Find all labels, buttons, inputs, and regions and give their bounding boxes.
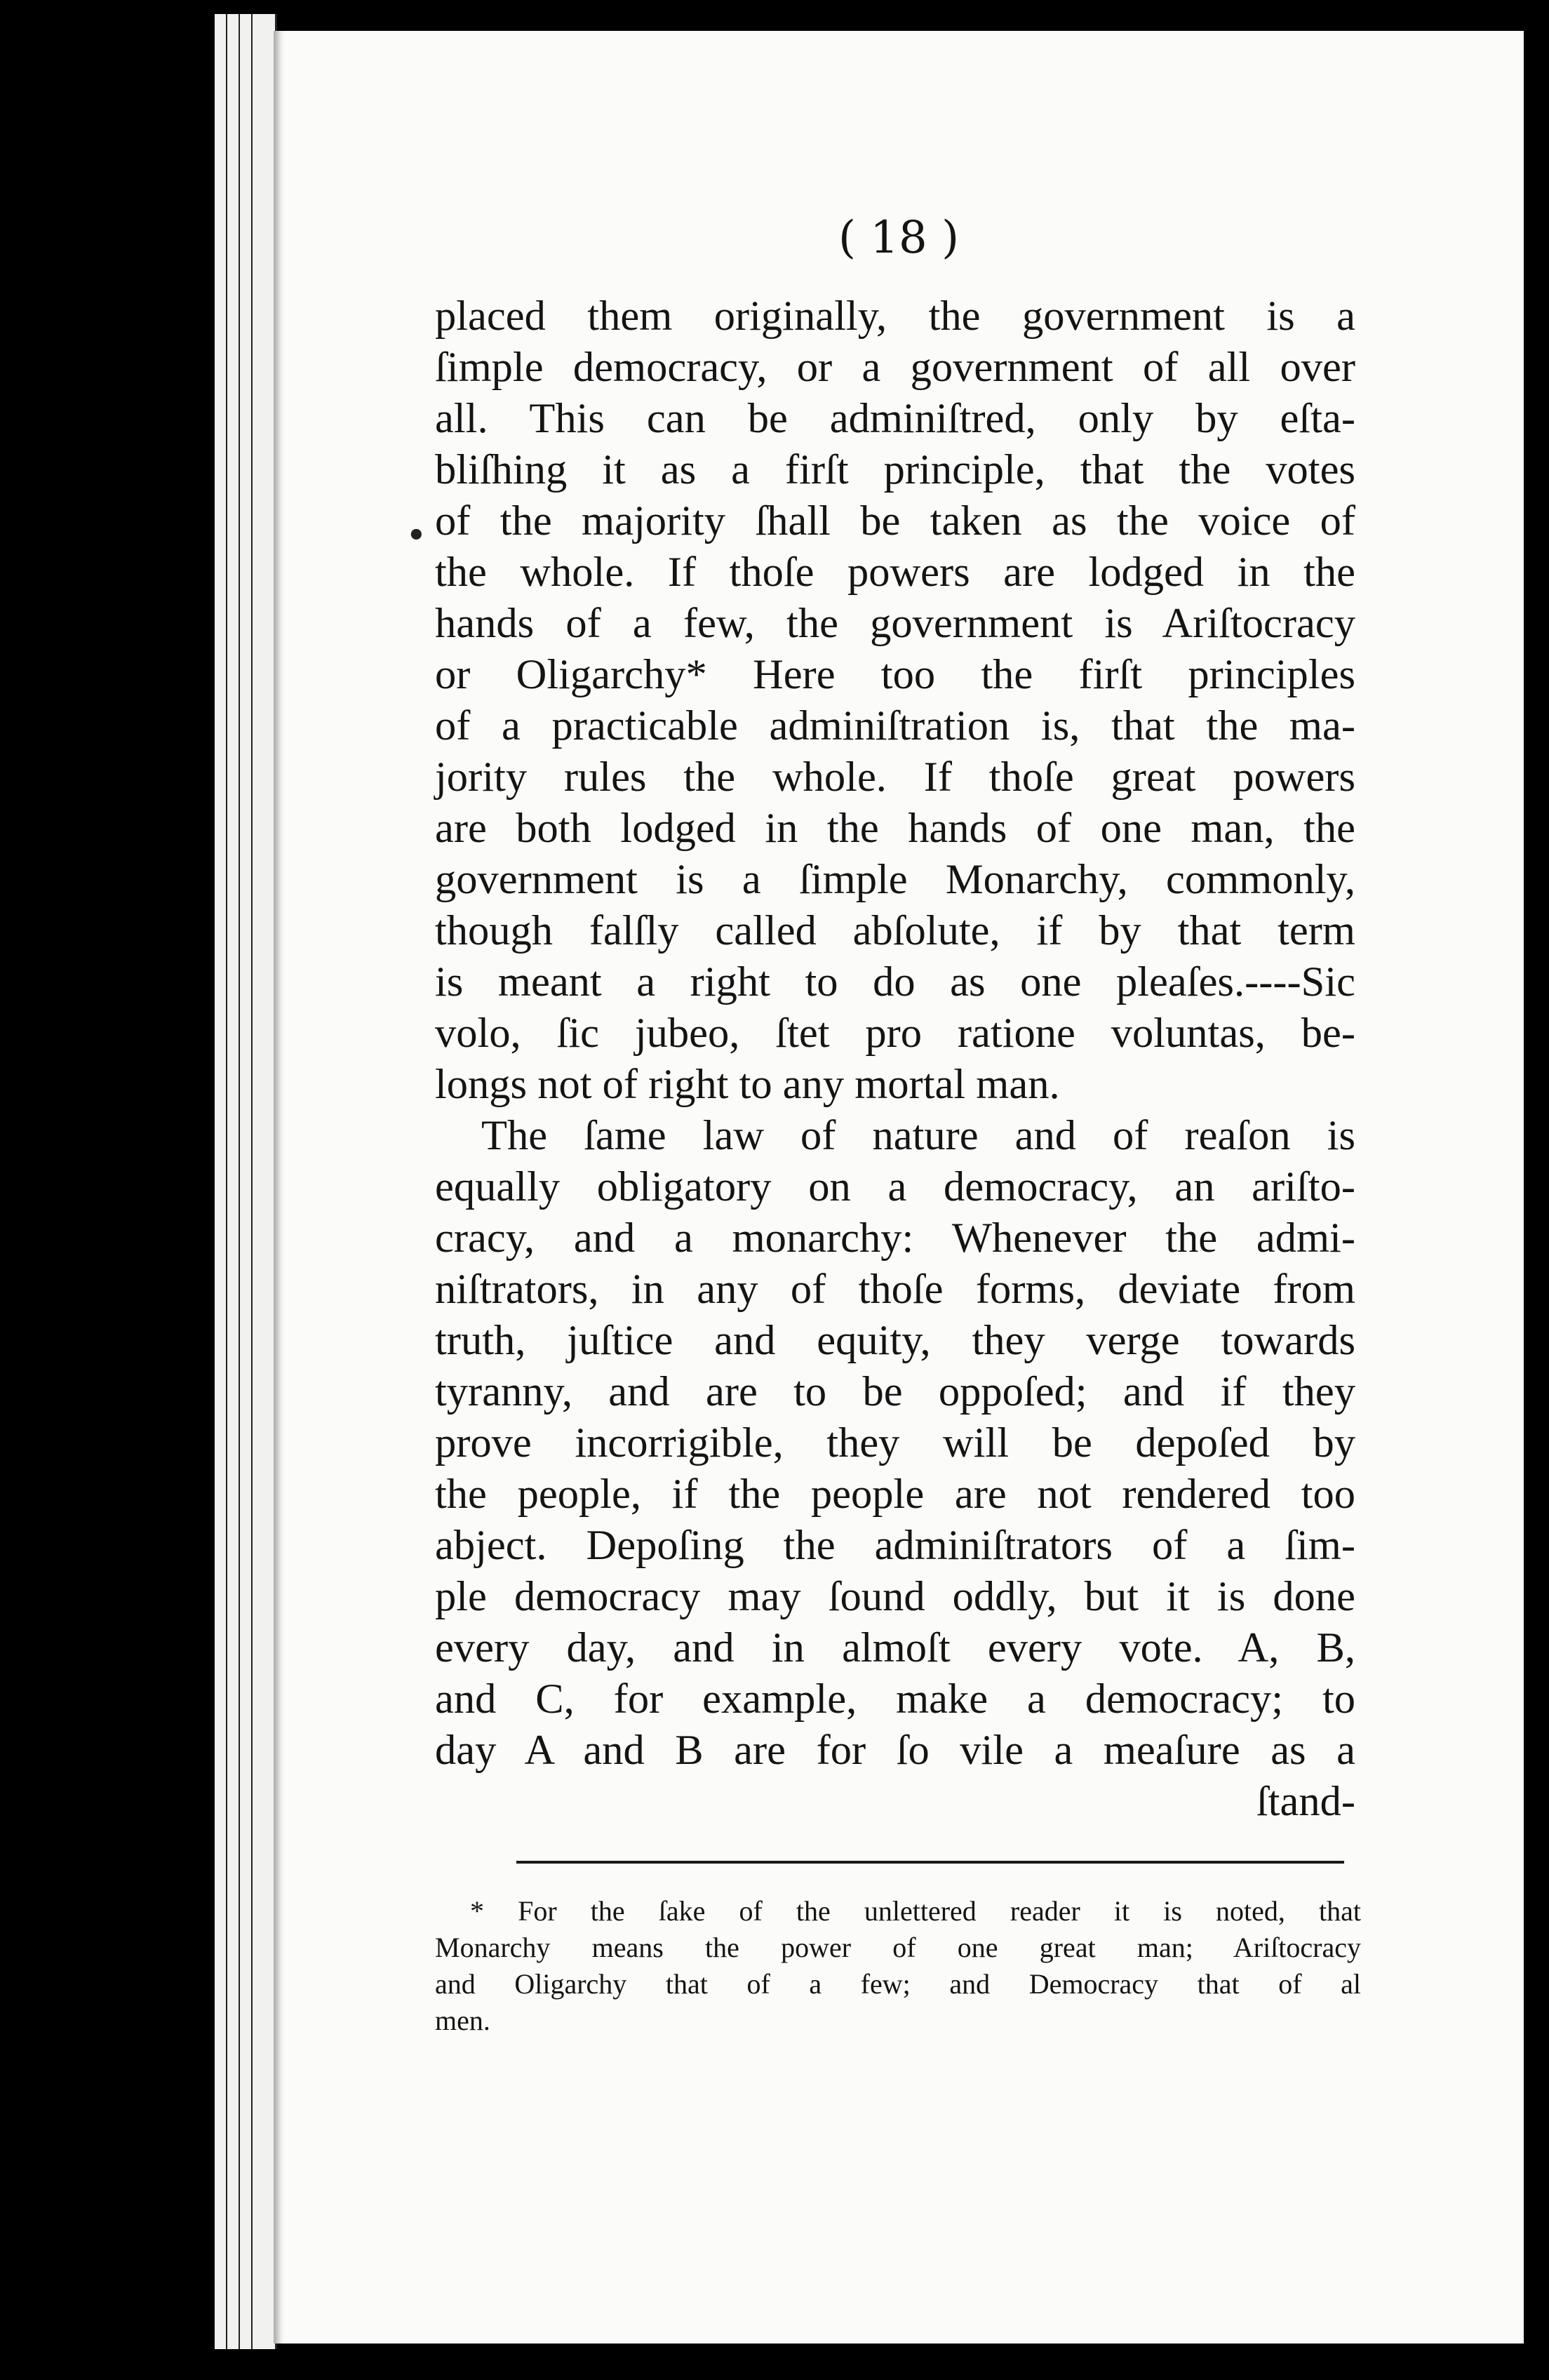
text-line: or Oligarchy* Here too the firſt principles [435,651,1355,698]
text-line: The ſame law of nature and of reaſon is [481,1112,1355,1159]
text-line: day A and B are for ſo vile a meaſure as a [435,1727,1355,1774]
text-line: of a practicable adminiſtration is, that the ma- [435,702,1355,749]
text-line: is meant a right to do as one pleaſes.----Sic [435,958,1355,1005]
footnote-line: men. [435,2005,490,2036]
text-line: prove incorrigible, they will be depoſed by [435,1419,1355,1466]
text-line: all. This can be adminiſtred, only by eſta- [435,395,1355,442]
text-line: though falſly called abſolute, if by that term [435,907,1355,954]
text-line: the whole. If thoſe powers are lodged in the [435,549,1355,596]
text-line: tyranny, and are to be oppoſed; and if they [435,1368,1355,1415]
text-line: equally obligatory on a democracy, an ariſto- [435,1163,1355,1210]
footnote-line: and Oligarchy that of a few; and Democracy that of al [435,1968,1361,2000]
text-line: bliſhing it as a firſt principle, that the votes [435,446,1355,493]
footnote-rule [516,1861,1344,1864]
footnote [435,1893,1361,2039]
catchword: ſtand- [1256,1778,1355,1825]
text-line: hands of a few, the government is Ariſtocracy [435,600,1355,647]
text-line: and C, for example, make a democracy; to [435,1676,1355,1723]
text-line: truth, juſtice and equity, they verge towards [435,1317,1355,1364]
text-line: of the majority ſhall be taken as the voice of [435,497,1355,544]
text-line: ſimple democracy, or a government of all over [435,344,1355,391]
text-line: placed them originally, the government is a [435,293,1355,340]
text-line: government is a ſimple Monarchy, commonly, [435,856,1355,903]
text-line: volo, ſic jubeo, ſtet pro ratione voluntas, be- [435,1010,1355,1057]
page-edge [227,14,241,2349]
margin-dot: • [405,515,427,557]
page-number: ( 18 ) [838,212,960,264]
text-line: every day, and in almoſt every vote. A, B, [435,1624,1355,1671]
text-line: cracy, and a monarchy: Whenever the admi- [435,1215,1355,1262]
text-line: the people, if the people are not rendered too [435,1471,1355,1518]
page-edge [240,14,253,2349]
text-line: jority rules the whole. If thoſe great powers [435,754,1355,801]
text-line: abject. Depoſing the adminiſtrators of a ſim- [435,1522,1355,1569]
text-line: longs not of right to any mortal man. [435,1061,1060,1108]
text-line: niſtrators, in any of thoſe forms, deviate from [435,1266,1355,1313]
text-line: are both lodged in the hands of one man, the [435,805,1355,852]
footnote-line: * For the ſake of the unlettered reader it is noted, that [470,1895,1361,1927]
page-edge [215,14,228,2349]
text-line: ple democracy may ſound oddly, but it is done [435,1573,1355,1620]
body-text [435,290,1355,1827]
footnote-line: Monarchy means the power of one great man; Ariſtocracy [435,1932,1361,1963]
